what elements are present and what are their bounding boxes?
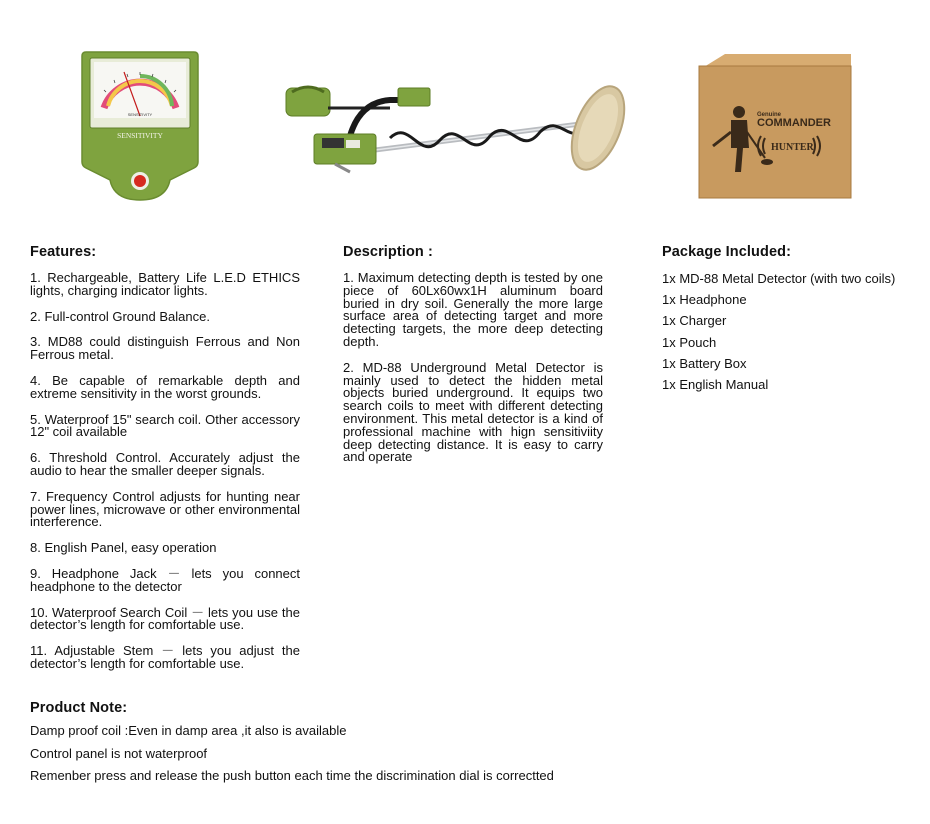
feature-item: 5. Waterproof 15" search coil. Other accessory 12" coil available xyxy=(30,411,300,440)
package-item: 1x Headphone xyxy=(662,292,747,308)
description-heading: Description : xyxy=(343,244,433,260)
feature-item: 6. Threshold Control. Accurately adjust the audio to hear the smaller deeper signals. xyxy=(30,450,300,478)
description-section xyxy=(343,244,603,477)
metal-detector-image xyxy=(280,78,630,188)
note-line: Damp proof coil :Even in damp area ,it also is available xyxy=(30,723,347,738)
package-item: 1x MD-88 Metal Detector (with two coils) xyxy=(662,271,896,286)
note-line: Control panel is not waterproof xyxy=(30,745,208,761)
description-item: 2. MD-88 Underground Metal Detector is mainly used to detect the hidden metal objects buried underground. It equips two search coils to meet with different detecting environment. This metal detector is a kind of professional machine with hign sensitiviity deep detecting distance. It is easy to carry and operate xyxy=(343,359,603,465)
feature-item: 11. Adjustable Stem － lets you adjust the detector’s length for comfortable use. xyxy=(30,643,300,671)
features-section xyxy=(30,244,300,684)
box-badge: HUNTER xyxy=(771,142,814,153)
description-item: 1. Maximum detecting depth is tested by one piece of 60Lx60wx1H aluminum board buried in dry soil. Generally the more large surface area of detecting target and more detecting targets, the more deep detecting depth. xyxy=(343,270,603,349)
package-item: 1x English Manual xyxy=(662,376,769,392)
box-brand-small: Genuine xyxy=(757,112,782,118)
feature-item: 2. Full-control Ground Balance. xyxy=(30,308,210,324)
product-box-image xyxy=(695,52,855,202)
feature-item: 4. Be capable of remarkable depth and extreme sensitivity in the worst grounds. xyxy=(30,372,300,401)
dial-label: SENSITIVITY xyxy=(127,112,153,117)
features-heading: Features: xyxy=(30,244,97,260)
feature-item: 9. Headphone Jack － lets you connect headphone to the detector xyxy=(30,565,300,594)
box-brand: COMMANDER xyxy=(757,117,831,129)
feature-item: 3. MD88 could distinguish Ferrous and Non Ferrous metal. xyxy=(30,334,300,363)
note-line: Remenber press and release the push button each time the discrimination dial is correctted xyxy=(30,768,554,784)
control-panel-image xyxy=(80,50,200,202)
feature-item: 7. Frequency Control adjusts for hunting near power lines, microwave or other environmental interference. xyxy=(30,488,300,530)
product-note-section xyxy=(30,700,890,792)
package-item: 1x Battery Box xyxy=(662,355,747,371)
note-heading: Product Note: xyxy=(30,700,128,716)
package-section xyxy=(662,244,922,399)
package-item: 1x Pouch xyxy=(662,334,717,350)
feature-item: 1. Rechargeable, Battery Life L.E.D ETHICS lights, charging indicator lights. xyxy=(30,270,300,298)
package-heading: Package Included: xyxy=(662,244,792,260)
feature-item: 10. Waterproof Search Coil － lets you use the detector’s length for comfortable use. xyxy=(30,604,300,633)
package-item: 1x Charger xyxy=(662,313,727,329)
feature-item: 8. English Panel, easy operation xyxy=(30,540,217,556)
panel-label: SENSITIVITY xyxy=(117,131,163,140)
